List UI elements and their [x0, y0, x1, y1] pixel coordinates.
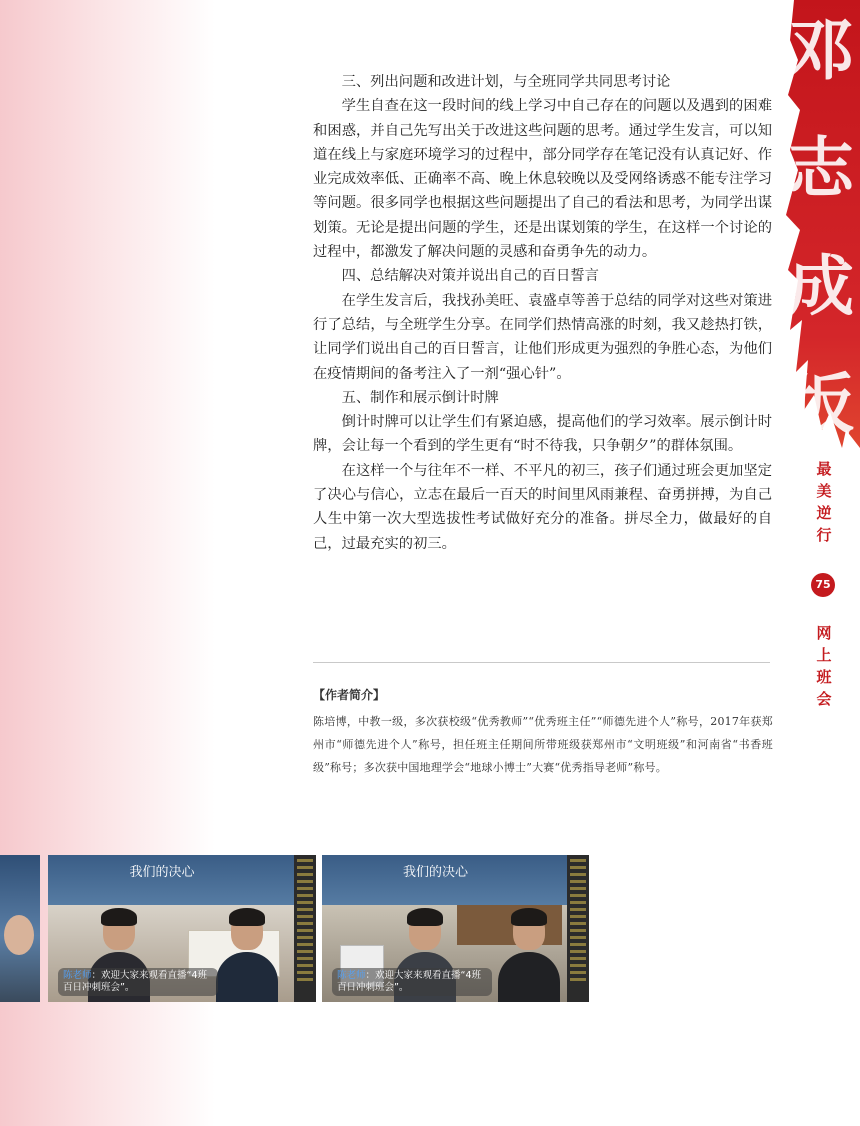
column-subtitle-char: 网 [816, 624, 832, 642]
student-body [498, 952, 560, 1002]
column-subtitle-char: 会 [816, 690, 832, 708]
face-image [4, 915, 34, 955]
banner-char: 邓 [788, 12, 854, 89]
section-heading: 五、制作和展示倒计时牌 [341, 389, 499, 406]
page-number-badge: 75 [811, 573, 835, 597]
divider-line [313, 662, 770, 663]
column-title-char: 逆 [816, 504, 832, 522]
column-subtitle-vertical [812, 622, 836, 710]
student-body [216, 952, 278, 1002]
chat-text: ：欢迎大家来观看直播“4班百日冲刺班会”。 [63, 970, 207, 993]
banner-char: 成 [788, 248, 854, 325]
banner-calligraphy [788, 0, 860, 464]
chat-user: 陈老师 [63, 970, 92, 981]
chat-user: 陈老师 [337, 970, 366, 981]
chat-text: ：欢迎大家来观看直播“4班百日冲刺班会”。 [337, 970, 481, 993]
chat-sidebar [567, 855, 589, 1002]
student-figure [216, 912, 278, 1002]
column-title-char: 最 [816, 460, 832, 478]
livestream-screenshot [322, 855, 589, 1002]
chat-message [332, 968, 492, 996]
student-hair [229, 908, 265, 926]
author-bio [313, 684, 773, 779]
body-paragraph: 在这样一个与往年不一样、不平凡的初三，孩子们通过班会更加坚定了决心与信心，立志在最后一百天的时间里风雨兼程、奋勇拼搏，为自己人生中第一次大型选拔性考试做好充分的准备。拼尽全力，做最好的自己，过最充实的初三。 [313, 462, 772, 552]
chat-message [58, 968, 218, 996]
body-paragraph: 倒计时牌可以让学生们有紧迫感，提高他们的学习效率。展示倒计时牌，会让每一个看到的学生更有“时不待我，只争朝夕”的群体氛围。 [313, 414, 772, 455]
body-paragraph: 学生自查在这一段时间的线上学习中自己存在的问题以及遇到的困难和困惑，并自己先写出关于改进这些问题的思考。通过学生发言，可以知道在线上与家庭环境学习的过程中，部分同学存在笔记没有认真记好、作业完成效率低、正确率不高、晚上休息较晚以及受网络诱惑不能专注学习等问题。很多同学也根据这些问题提出了自己的看法和思考，为同学出谋划策。无论是提出问题的学生，还是出谋划策的学生，在这样一个讨论的过程中，都激发了解决问题的灵感和奋勇争先的动力。 [313, 98, 772, 261]
article-body [313, 70, 772, 556]
livestream-screenshot-partial [0, 855, 40, 1002]
column-subtitle-char: 上 [816, 646, 832, 664]
bio-text: 陈培博，中教一级，多次获校级“优秀教师”“优秀班主任”“师德先进个人”称号，2017年获郑州市“师德先进个人”称号，担任班主任期间所带班级获郑州市“文明班级”和河南省“书香班级”称号；多次获中国地理学会“地球小博士”大赛“优秀指导老师”称号。 [313, 715, 773, 774]
banner-char: 志 [788, 130, 854, 207]
stream-title: 我们的决心 [402, 865, 468, 880]
column-title-char: 美 [816, 482, 832, 500]
livestream-screenshot [48, 855, 316, 1002]
section-heading: 四、总结解决对策并说出自己的百日誓言 [341, 268, 599, 285]
chat-sidebar [294, 855, 316, 1002]
student-hair [101, 908, 137, 926]
column-title-char: 行 [816, 526, 832, 544]
bio-heading: 【作者简介】 [313, 688, 386, 702]
column-title-vertical [812, 458, 836, 546]
student-hair [407, 908, 443, 926]
body-paragraph: 在学生发言后，我找孙美旺、袁盛卓等善于总结的同学对这些对策进行了总结，与全班学生分享。在同学们热情高涨的时刻，我又趁热打铁，让同学们说出自己的百日誓言，让他们形成更为强烈的争胜心态，为他们在疫情期间的备考注入了一剂“强心针”。 [313, 292, 772, 382]
student-hair [511, 908, 547, 926]
banner-char: 坂 [788, 366, 854, 443]
section-heading: 三、列出问题和改进计划，与全班同学共同思考讨论 [341, 74, 671, 90]
stream-title: 我们的决心 [129, 865, 195, 880]
column-subtitle-char: 班 [816, 668, 832, 686]
student-figure [498, 912, 560, 1002]
